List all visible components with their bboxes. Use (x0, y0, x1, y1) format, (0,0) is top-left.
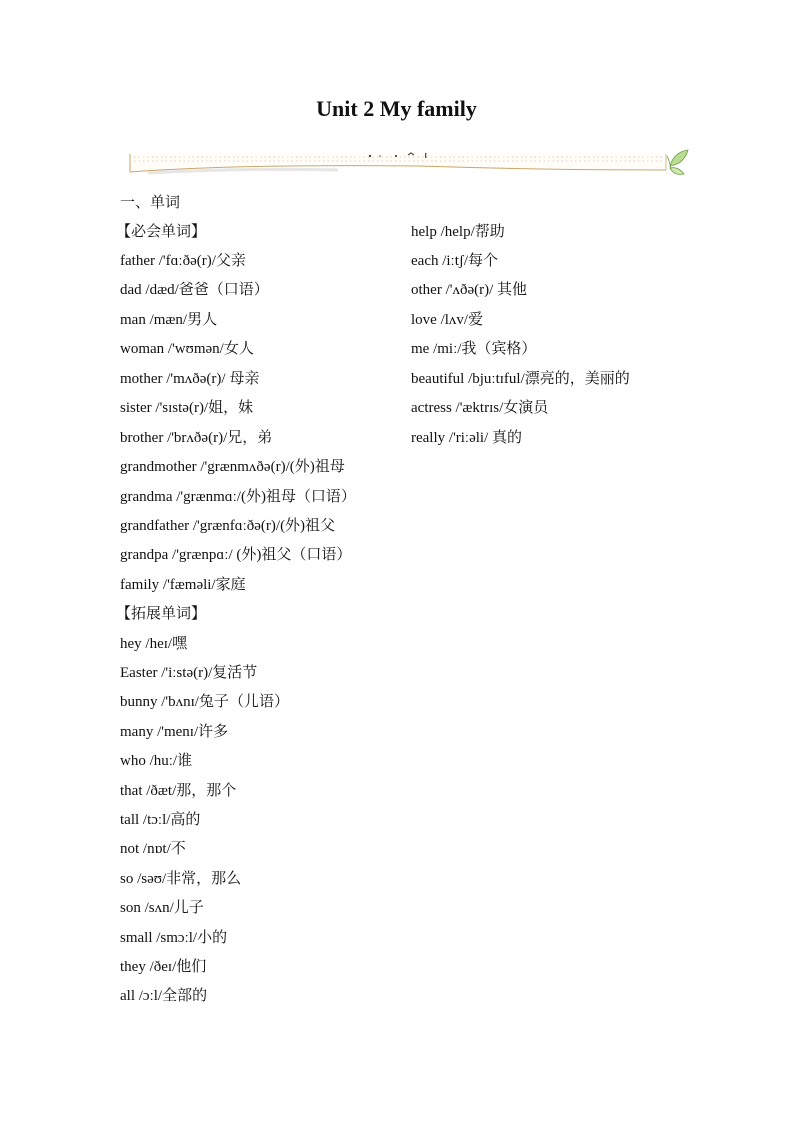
leaf-icon (667, 150, 688, 174)
vocab-item: that /ðæt/那，那个 (120, 783, 237, 799)
extended-words-heading: 【拓展单词】 (116, 606, 207, 622)
vocab-item: beautiful /bjuːtɪful/漂亮的，美丽的 (411, 371, 630, 387)
page-title: Unit 2 My family (316, 96, 477, 121)
vocab-item: many /'menɪ/许多 (120, 724, 229, 740)
vocab-item: dad /dæd/爸爸（口语） (120, 282, 269, 298)
vocab-item: grandfather /'grænfɑːðə(r)/(外)祖父 (120, 518, 336, 534)
banner-scroll-icon (130, 153, 666, 173)
section-heading-vocabulary: 一、单词 (120, 195, 181, 211)
decorative-banner (118, 146, 690, 180)
vocab-item: not /nɒt/不 (120, 841, 186, 857)
vocab-item: grandpa /'grænpɑː/ (外)祖父（口语） (120, 547, 352, 563)
vocab-item: really /'riːəli/ 真的 (411, 430, 523, 446)
vocab-item: me /miː/我（宾格） (411, 341, 537, 357)
vocab-item: so /səʊ/非常，那么 (120, 871, 242, 887)
vocab-item: who /huː/谁 (120, 753, 193, 769)
vocab-item: bunny /'bʌnɪ/兔子（儿语） (120, 694, 289, 710)
vocab-item: Easter /'iːstə(r)/复活节 (120, 665, 258, 681)
vocab-item: actress /'æktrɪs/女演员 (411, 400, 549, 416)
vocab-item: they /ðeɪ/他们 (120, 959, 207, 975)
vocab-item: mother /'mʌðə(r)/ 母亲 (120, 371, 260, 387)
vocab-item: love /lʌv/爱 (411, 312, 484, 328)
vocab-item: woman /'wʊmən/女人 (120, 341, 254, 357)
vocab-item: help /help/帮助 (411, 224, 505, 240)
required-words-heading: 【必会单词】 (116, 224, 207, 240)
vocab-item: all /ɔːl/全部的 (120, 988, 208, 1004)
vocab-item: tall /tɔːl/高的 (120, 812, 201, 828)
vocab-item: hey /heɪ/嘿 (120, 636, 188, 652)
vocab-item: father /'fɑːðə(r)/父亲 (120, 253, 246, 269)
vocab-item: each /iːtʃ/每个 (411, 253, 499, 269)
vocab-item: small /smɔːl/小的 (120, 930, 228, 946)
vocab-item: sister /'sɪstə(r)/姐，妹 (120, 400, 254, 416)
vocab-item: grandmother /'grænmʌðə(r)/(外)祖母 (120, 459, 345, 475)
vocab-item: man /mæn/男人 (120, 312, 218, 328)
vocab-item: brother /'brʌðə(r)/兄，弟 (120, 430, 273, 446)
vocab-item: other /'ʌðə(r)/ 其他 (411, 282, 528, 298)
vocab-item: family /'fæməli/家庭 (120, 577, 246, 593)
vocab-item: son /sʌn/儿子 (120, 900, 204, 916)
vocab-item: grandma /'grænmɑː/(外)祖母（口语） (120, 489, 356, 505)
